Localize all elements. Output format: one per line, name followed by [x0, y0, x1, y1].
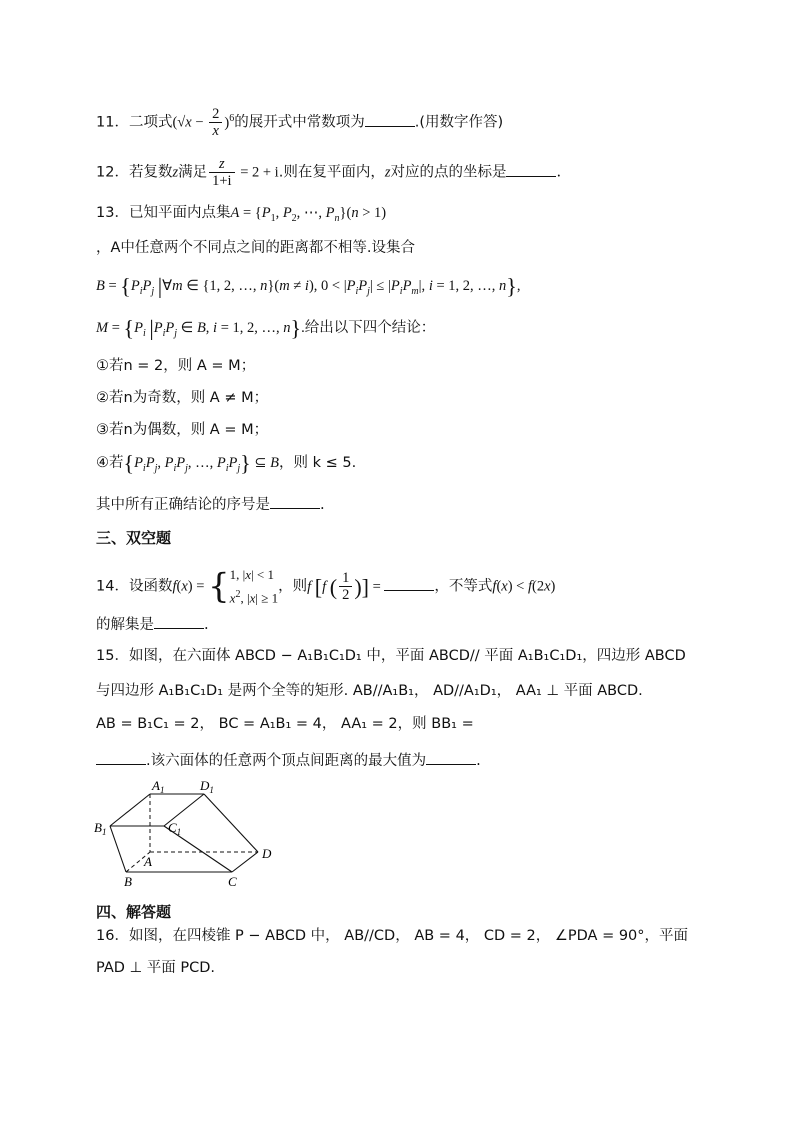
q15-line4-text: .该六面体的任意两个顶点间距离的最大值为	[146, 753, 427, 769]
label-C: C	[228, 874, 237, 889]
q12-var: z	[172, 164, 179, 181]
label-D: D	[262, 846, 272, 861]
hexahedron-figure	[92, 778, 282, 890]
q14-answer-blank-2[interactable]	[154, 614, 204, 629]
label-A1: $A_1$	[152, 778, 165, 795]
q13-c4-pre: ④若	[96, 455, 124, 471]
q12-fraction: $\frac{z}{1+i}$	[209, 156, 234, 189]
q12-number: 12．	[96, 164, 129, 181]
q16-line1: 如图，在四棱锥 P − ABCD 中， AB//CD， AB = 4， CD = 2， ∠PDA = 90°，平面	[128, 928, 689, 944]
q13-summary-text: 其中所有正确结论的序号是	[96, 497, 270, 513]
q11-text2: 的展开式中常数项为	[234, 114, 365, 131]
q12-tail: 对应的点的坐标是	[390, 164, 507, 181]
q13-text: 已知平面内点集	[128, 205, 231, 221]
q11-answer-blank[interactable]	[365, 112, 415, 127]
q13-answer-blank[interactable]	[270, 494, 320, 509]
q15-line4-end: .	[476, 753, 481, 769]
q13-line2: ，A中任意两个不同点之间的距离都不相等.设集合	[96, 240, 416, 256]
question-16	[96, 926, 688, 946]
q15-line4	[96, 750, 481, 771]
q14-answer-blank-1[interactable]	[384, 576, 434, 591]
q14-number: 14．	[96, 578, 129, 595]
q15-number: 15．	[96, 648, 129, 664]
q13-conclusion-2: ②若n为奇数，则 A ≠ M；	[96, 390, 269, 406]
q12-var2: z	[384, 164, 391, 181]
q13-set-B: $B = \{P_iP_j$ |∀m ∈ {1, 2, …, n}(m ≠ i), $0 < |P_iP_j| \le |P_iP_m|$, i = 1, 2, …, n},	[96, 273, 521, 299]
q14-mid: ，则	[278, 578, 308, 595]
q13-conclusion-3: ③若n为偶数，则 A = M；	[96, 422, 269, 438]
q12-mid: 满足	[178, 164, 208, 181]
q13-l4-tail: 给出以下四个结论：	[304, 320, 436, 336]
q12-post: .则在复平面内，	[278, 164, 385, 181]
q15-answer-blank-1[interactable]	[96, 750, 146, 765]
q15-line2: 与四边形 A₁B₁C₁D₁ 是两个全等的矩形. AB//A₁B₁， AD//A₁D₁， AA₁ ⊥ 平面 ABCD.	[96, 683, 643, 699]
q11-fraction: $\frac{2}{x}$	[209, 106, 222, 139]
q13-conclusion-4: ④若{$P_iP_j$, $P_iP_j$, …, $P_iP_j$} ⊆ B，则 k ≤ 5.	[96, 450, 357, 476]
q13-summary-end: .	[320, 497, 325, 513]
q13-summary	[96, 494, 325, 515]
question-11: 11．二项式(√x − $\frac{2}{x}$ )$^6$的展开式中常数项为 .(用数字作答)	[96, 106, 504, 139]
edge-D1D	[204, 794, 258, 852]
q15-answer-blank-2[interactable]	[426, 750, 476, 765]
label-B1: $B_1$	[94, 820, 107, 837]
q13-c4-post: ，则 k ≤ 5.	[278, 455, 357, 471]
q12-end: .	[556, 164, 562, 181]
section-4-heading: 四、解答题	[96, 903, 172, 921]
q15-line1: 如图，在六面体 ABCD − A₁B₁C₁D₁ 中，平面 ABCD// 平面 A₁B₁C₁D₁，四边形 ABCD	[128, 648, 686, 664]
q11-tail: .(用数字作答)	[414, 114, 504, 131]
edge-B1B	[110, 826, 126, 872]
q12-text: 若复数	[128, 164, 173, 181]
question-13: 13．已知平面内点集$A = \{P_1$, $P_2$, ⋯, $P_n\}(n > 1)$	[96, 205, 387, 224]
label-D1: $D_1$	[200, 778, 214, 795]
q12-answer-blank[interactable]	[506, 162, 556, 177]
q11-text: 二项式	[128, 114, 173, 131]
q14-tail: 的解集是	[96, 617, 154, 633]
q15-line3: AB = B₁C₁ = 2， BC = A₁B₁ = 4， AA₁ = 2，则 BB₁ =	[96, 716, 474, 732]
label-B: B	[124, 874, 132, 889]
edge-B1A1	[110, 794, 150, 826]
q14-line2	[96, 614, 209, 635]
q16-line2: PAD ⊥ 平面 PCD.	[96, 960, 216, 976]
q14-end: .	[204, 617, 209, 633]
q13-set-M: $M = \{P_i$ $|P_iP_j$ ∈ B, i = 1, 2, …, n}.给出以下四个结论：	[96, 315, 436, 341]
q13-conclusion-1: ①若n = 2，则 A = M；	[96, 358, 256, 374]
section-3-heading: 三、双空题	[96, 529, 172, 547]
edge-CD	[232, 852, 258, 872]
q16-number: 16．	[96, 928, 129, 944]
label-C1: $C_1$	[168, 820, 182, 837]
q14-pre: 设函数	[128, 578, 173, 595]
question-15	[96, 646, 686, 666]
q11-number: 11．	[96, 114, 129, 131]
question-12: 12．若复数z满足 $\frac{z}{1+i}$ = 2 + i.则在复平面内，z对应的点的坐标是 .	[96, 156, 562, 189]
q14-mid2: ，不等式	[434, 578, 493, 595]
label-A: A	[144, 854, 152, 869]
question-14: 14．设函数f(x) = { 1, |x| < 1 $x^2$, |x| ≥ 1 ，则f [f ( $\frac{1}{2}$ )] = ，不等式f(x) < f(2x)	[96, 566, 556, 607]
q13-number: 13．	[96, 205, 129, 221]
